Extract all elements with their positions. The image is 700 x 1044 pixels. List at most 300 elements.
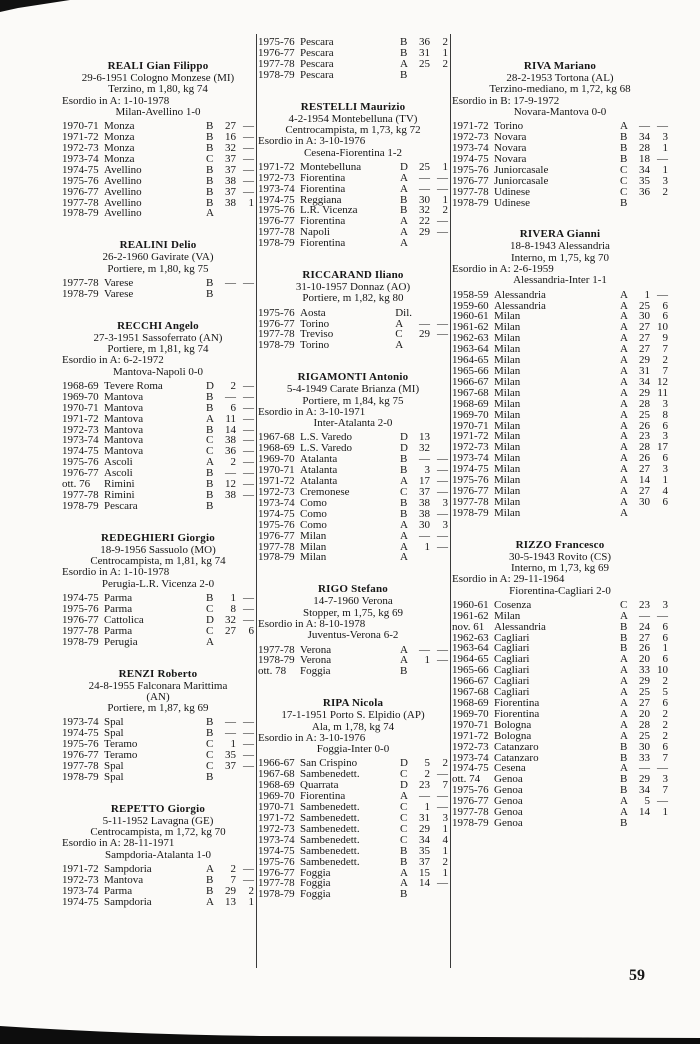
division-cell: A	[620, 364, 628, 377]
appearances-cell: 33	[639, 664, 650, 677]
player-entry	[62, 239, 254, 299]
season-cell: nov. 61	[452, 620, 485, 633]
goals-cell: 2	[442, 204, 448, 217]
division-cell: A	[395, 317, 404, 330]
division-cell: B	[400, 855, 408, 868]
goals-cell: 1	[662, 142, 668, 154]
appearances-cell: 34	[639, 375, 650, 388]
season-cell: 1969-70	[258, 453, 295, 466]
season-cell: 1975-76	[258, 855, 295, 868]
division-cell: A	[620, 675, 628, 688]
appearances-cell: 1	[644, 288, 650, 301]
goals-cell	[434, 889, 448, 900]
goals-cell: 12	[657, 375, 668, 388]
team-cell: Avellino	[104, 185, 142, 198]
division-cell: A	[395, 339, 404, 352]
division-cell: B	[206, 185, 214, 198]
appearances-cell: 36	[639, 185, 650, 198]
appearances-cell: 38	[225, 196, 236, 209]
division-cell: A	[620, 120, 628, 133]
season-cell: 1974-75	[452, 152, 489, 165]
career-row	[258, 184, 448, 195]
division-cell: A	[620, 795, 628, 808]
division-cell: D	[206, 379, 214, 392]
season-cell: 1978-79	[258, 237, 295, 250]
season-cell: ott. 74	[452, 773, 481, 786]
team-cell: Milan	[494, 354, 521, 367]
career-row	[62, 414, 254, 425]
player-bio-line: Centrocampista, m 1,73, kg 72	[285, 123, 421, 136]
player-name: RIVERA Gianni	[519, 228, 601, 241]
division-cell: A	[400, 877, 408, 890]
goals-cell: —	[243, 602, 254, 615]
division-cell: A	[400, 790, 408, 803]
player-bio-line: 17-1-1951 Porto S. Elpidio (AP)	[281, 709, 425, 722]
division-cell: A	[400, 57, 408, 70]
appearances-cell: 18	[639, 152, 650, 165]
player-entry	[62, 803, 254, 908]
team-cell: Fiorentina	[300, 790, 346, 803]
goals-cell: 4	[442, 833, 448, 846]
goals-cell: —	[437, 226, 448, 239]
goals-cell: 1	[442, 844, 448, 857]
goals-cell	[240, 772, 254, 783]
season-cell: 1977-78	[258, 328, 295, 341]
appearances-cell: 29	[419, 328, 430, 341]
season-cell: 1974-75	[258, 193, 295, 206]
team-cell: Catanzaro	[494, 740, 539, 753]
goals-cell: —	[437, 801, 448, 814]
appearances-cell: 35	[419, 844, 430, 857]
goals-cell: —	[243, 401, 254, 414]
goals-cell: —	[243, 423, 254, 436]
division-cell: A	[620, 653, 628, 666]
division-cell: A	[400, 654, 408, 667]
team-cell: L.S. Varedo	[300, 442, 353, 455]
team-cell: Udinese	[494, 196, 531, 209]
goals-cell: 6	[662, 419, 668, 432]
goals-cell: 7	[662, 751, 668, 764]
goals-cell: —	[243, 379, 254, 392]
division-cell: A	[620, 474, 628, 487]
season-cell: 1971-72	[258, 811, 295, 824]
appearances-cell: 25	[639, 299, 650, 312]
division-cell: C	[400, 486, 408, 498]
goals-cell: —	[243, 412, 254, 425]
team-cell: Parma	[104, 624, 133, 637]
goals-cell: —	[437, 643, 448, 656]
division-cell: C	[620, 185, 628, 198]
team-cell: Perugia	[104, 635, 138, 648]
team-cell: Quarrata	[300, 779, 339, 792]
goals-cell: —	[243, 489, 254, 501]
player-entry	[452, 539, 668, 829]
goals-cell: —	[437, 654, 448, 667]
team-cell: Milan	[494, 452, 521, 465]
career-row	[452, 187, 668, 198]
division-cell: B	[206, 467, 214, 480]
appearances-cell: 30	[639, 740, 650, 753]
goals-cell: 6	[662, 697, 668, 709]
season-cell: 1974-75	[62, 163, 99, 176]
team-cell: Genoa	[494, 773, 523, 786]
division-cell: C	[400, 801, 408, 814]
appearances-cell: 30	[419, 518, 430, 531]
goals-cell: —	[243, 738, 254, 751]
division-cell: C	[620, 598, 628, 611]
team-cell: Sambenedett.	[300, 822, 360, 835]
appearances-cell: 16	[225, 131, 236, 144]
season-cell: 1964-65	[452, 354, 489, 367]
season-cell: 1959-60	[452, 299, 489, 312]
division-cell: C	[206, 624, 214, 637]
appearances-cell: 3	[424, 464, 430, 477]
goals-cell: —	[437, 529, 448, 542]
team-cell: Treviso	[300, 328, 334, 341]
column-divider	[256, 34, 257, 968]
season-cell: 1967-68	[258, 431, 295, 444]
player-entry	[452, 60, 668, 208]
appearances-cell	[218, 637, 240, 648]
division-cell: B	[620, 751, 628, 764]
appearances-cell: 14	[419, 877, 430, 890]
goals-cell: 3	[662, 397, 668, 410]
career-row	[62, 208, 254, 219]
player-name: REPETTO Giorgio	[110, 802, 206, 815]
team-cell: Sampdoria	[104, 895, 152, 908]
goals-cell: 1	[442, 193, 448, 206]
team-cell: Sambenedett.	[300, 833, 360, 846]
team-cell: Verona	[300, 654, 332, 667]
division-cell: A	[620, 609, 628, 622]
player-name: RIZZO Francesco	[515, 538, 605, 551]
division-cell: B	[206, 163, 214, 176]
team-cell: Cagliari	[494, 642, 530, 655]
career-row	[62, 637, 254, 648]
appearances-cell	[218, 208, 240, 219]
appearances-cell: 26	[639, 419, 650, 432]
division-cell: B	[206, 423, 214, 436]
goals-cell: —	[243, 185, 254, 198]
player-entry	[258, 37, 448, 81]
season-cell: 1966-67	[452, 675, 489, 688]
goals-cell	[434, 238, 448, 249]
column-2	[258, 34, 448, 920]
division-cell: A	[620, 354, 628, 367]
team-cell: Pescara	[300, 68, 334, 81]
team-cell: Bologna	[494, 718, 532, 731]
division-cell: B	[400, 464, 408, 477]
team-cell: Juniorcasale	[494, 174, 549, 187]
goals-cell: 2	[662, 707, 668, 720]
appearances-cell: 37	[225, 152, 236, 165]
division-cell: Dil.	[395, 306, 412, 319]
season-cell: 1973-74	[258, 833, 295, 846]
division-cell: A	[620, 408, 628, 421]
appearances-cell: 38	[419, 507, 430, 520]
career-row	[452, 622, 668, 633]
goals-cell	[434, 432, 448, 443]
division-cell: A	[400, 475, 408, 488]
team-cell: Mantova	[104, 873, 144, 886]
career-table	[62, 717, 254, 782]
team-cell: San Crispino	[300, 757, 358, 770]
team-cell: Fiorentina	[300, 215, 346, 228]
player-entry	[258, 697, 448, 900]
appearances-cell: —	[639, 762, 650, 775]
player-bio-line: 31-10-1957 Donnaz (AO)	[295, 281, 411, 294]
season-cell: 1977-78	[258, 540, 295, 553]
division-cell: A	[400, 643, 408, 656]
season-cell: 1971-72	[62, 412, 99, 425]
appearances-cell: 36	[225, 445, 236, 458]
appearances-cell: 24	[639, 620, 650, 633]
goals-cell: —	[437, 790, 448, 803]
goals-cell: 1	[248, 895, 254, 908]
season-cell: 1968-69	[258, 779, 295, 792]
career-table	[258, 645, 448, 678]
player-bio-line: (AN)	[146, 690, 170, 703]
division-cell: B	[206, 276, 214, 289]
appearances-cell: 25	[639, 408, 650, 421]
appearances-cell: 25	[419, 160, 430, 173]
appearances-cell: —	[419, 529, 430, 542]
career-table	[62, 121, 254, 219]
season-cell: 1968-69	[452, 697, 489, 709]
season-cell: 1973-74	[62, 152, 99, 165]
division-cell: B	[206, 287, 214, 300]
team-cell: Fiorentina	[494, 707, 540, 720]
career-row	[452, 198, 668, 209]
team-cell: Parma	[104, 884, 133, 897]
team-cell: Atalanta	[300, 464, 338, 477]
goals-cell: 6	[662, 653, 668, 666]
scan-corner-mark	[0, 0, 70, 14]
season-cell: 1977-78	[452, 806, 489, 819]
division-cell: A	[620, 288, 628, 301]
division-cell: B	[206, 120, 214, 133]
player-bio-line: 30-5-1943 Rovito (CS)	[508, 550, 612, 563]
appearances-cell: 28	[639, 142, 650, 154]
goals-cell: 6	[662, 620, 668, 633]
team-cell: Sambenedett.	[300, 844, 360, 857]
career-row	[258, 889, 448, 900]
appearances-cell: —	[419, 643, 430, 656]
debut-line: Inter-Atalanta 2-0	[313, 417, 393, 430]
team-cell: Como	[300, 496, 327, 509]
appearances-cell	[412, 889, 434, 900]
player-bio-line: 29-6-1951 Cologno Monzese (MI)	[81, 72, 235, 84]
scan-edge-shadow	[0, 1012, 700, 1044]
season-cell: 1977-78	[62, 760, 99, 773]
goals-cell	[434, 70, 448, 81]
team-cell: Cagliari	[494, 664, 530, 677]
goals-cell: 6	[662, 299, 668, 312]
player-bio-line: Portiere, m 1,84, kg 75	[302, 394, 404, 407]
team-cell: Milan	[494, 310, 521, 323]
goals-cell: 1	[662, 163, 668, 176]
debut-line: Fiorentina-Cagliari 2-0	[509, 584, 611, 597]
appearances-cell: 27	[639, 484, 650, 497]
team-cell: Parma	[104, 592, 133, 604]
team-cell: Milan	[494, 375, 521, 388]
team-cell: Mantova	[104, 390, 144, 403]
season-cell: 1975-76	[62, 174, 99, 187]
division-cell: B	[620, 816, 628, 829]
appearances-cell: 20	[639, 653, 650, 666]
goals-cell: —	[243, 716, 254, 729]
division-cell: A	[620, 697, 628, 709]
division-cell: A	[206, 863, 214, 876]
player-name: REALINI Delio	[119, 239, 197, 252]
goals-cell	[654, 508, 668, 519]
team-cell: Fiorentina	[300, 182, 346, 195]
goals-cell: 1	[442, 160, 448, 173]
career-row	[452, 763, 668, 774]
appearances-cell: —	[639, 609, 650, 622]
season-cell: 1977-78	[452, 185, 489, 198]
season-cell: 1977-78	[258, 226, 295, 239]
season-cell: 1976-77	[62, 749, 99, 762]
goals-cell: 3	[442, 518, 448, 531]
appearances-cell: 1	[230, 592, 236, 604]
division-cell: C	[206, 738, 214, 751]
player-entry	[62, 320, 254, 512]
team-cell: Cesena	[494, 762, 526, 775]
player-name: RECCHI Angelo	[117, 319, 199, 332]
season-cell: 1976-77	[62, 613, 99, 626]
division-cell: C	[620, 163, 628, 176]
season-cell: 1964-65	[452, 653, 489, 666]
division-cell: C	[620, 174, 628, 187]
debut-line: Esordio in A: 6-2-1972	[62, 354, 164, 367]
appearances-cell: 29	[639, 675, 650, 688]
season-cell: 1970-71	[452, 419, 489, 432]
appearances-cell: 5	[424, 757, 430, 770]
team-cell: Milan	[494, 495, 521, 508]
goals-cell: —	[437, 171, 448, 184]
season-cell: 1973-74	[62, 434, 99, 447]
debut-line: Juventus-Verona 6-2	[307, 629, 399, 642]
career-row	[452, 742, 668, 753]
appearances-cell	[218, 289, 240, 300]
division-cell: C	[206, 749, 214, 762]
season-cell: 1978-79	[452, 196, 489, 209]
division-cell: B	[206, 716, 214, 729]
goals-cell: 3	[442, 496, 448, 509]
division-cell: A	[620, 343, 628, 356]
season-cell: 1971-72	[452, 729, 489, 742]
appearances-cell: 32	[225, 613, 236, 626]
goals-cell: —	[437, 768, 448, 781]
division-cell: B	[206, 873, 214, 886]
career-row	[452, 399, 668, 410]
season-cell: 1971-72	[452, 430, 489, 443]
debut-line: Esordio in A: 28-11-1971	[62, 837, 175, 850]
season-cell: 1967-68	[452, 686, 489, 699]
season-cell: 1978-79	[258, 888, 295, 901]
career-row	[258, 238, 448, 249]
career-row	[62, 289, 254, 300]
season-cell: 1962-63	[452, 332, 489, 345]
team-cell: Genoa	[494, 816, 523, 829]
season-cell: 1973-74	[452, 452, 489, 465]
goals-cell: 1	[442, 822, 448, 835]
season-cell: 1978-79	[62, 635, 99, 648]
appearances-cell	[218, 772, 240, 783]
player-bio-line: Portiere, m 1,81, kg 74	[107, 343, 209, 356]
appearances-cell: 34	[639, 163, 650, 176]
season-cell: 1975-76	[62, 738, 99, 751]
career-table	[62, 864, 254, 908]
season-cell: ott. 76	[62, 478, 91, 491]
division-cell: A	[620, 506, 628, 519]
goals-cell: 1	[662, 474, 668, 487]
appearances-cell: —	[639, 120, 650, 133]
division-cell: B	[206, 770, 214, 783]
player-bio-line: Centrocampista, m 1,72, kg 70	[90, 826, 226, 839]
team-cell: Parma	[104, 602, 133, 615]
team-cell: Rimini	[104, 478, 135, 491]
goals-cell: 3	[662, 598, 668, 611]
debut-line: Sampdoria-Atalanta 1-0	[105, 848, 211, 861]
debut-line: Esordio in B: 17-9-1972	[452, 94, 560, 107]
team-cell: Avellino	[104, 163, 142, 176]
team-cell: Alessandria	[494, 288, 546, 301]
season-cell: ott. 78	[258, 665, 287, 678]
appearances-cell: 34	[639, 784, 650, 797]
team-cell: Novara	[494, 152, 527, 165]
appearances-cell	[412, 238, 434, 249]
team-cell: Milan	[494, 364, 521, 377]
goals-cell: —	[437, 464, 448, 477]
goals-cell: 7	[442, 779, 448, 792]
appearances-cell: 15	[419, 866, 430, 879]
division-cell: B	[620, 196, 628, 209]
debut-line: Esordio in A: 3-10-1971	[258, 405, 366, 418]
goals-cell: 3	[442, 811, 448, 824]
season-cell: 1978-79	[62, 770, 99, 783]
appearances-cell: —	[419, 317, 430, 330]
division-cell: A	[620, 664, 628, 677]
season-cell: 1972-73	[258, 486, 295, 498]
career-row	[258, 520, 448, 531]
division-cell: C	[400, 768, 408, 781]
player-entry	[452, 228, 668, 518]
division-cell: A	[620, 707, 628, 720]
team-cell: Fiorentina	[494, 697, 540, 709]
division-cell: A	[400, 866, 408, 879]
division-cell: A	[620, 397, 628, 410]
team-cell: Como	[300, 507, 327, 520]
player-entry	[62, 668, 254, 783]
appearances-cell: 29	[639, 354, 650, 367]
team-cell: Sambenedett.	[300, 801, 360, 814]
season-cell: 1975-76	[258, 204, 295, 217]
goals-cell: —	[437, 540, 448, 553]
debut-line: Esordio in A: 2-6-1959	[452, 263, 554, 276]
appearances-cell: 29	[419, 226, 430, 239]
team-cell: Cremonese	[300, 486, 350, 498]
appearances-cell: 20	[639, 707, 650, 720]
division-cell: B	[400, 193, 408, 206]
goals-cell: —	[243, 131, 254, 144]
season-cell: 1966-67	[452, 375, 489, 388]
team-cell: Verona	[300, 643, 332, 656]
career-row	[452, 611, 668, 622]
appearances-cell: 11	[225, 412, 236, 425]
goals-cell: 17	[657, 441, 668, 454]
